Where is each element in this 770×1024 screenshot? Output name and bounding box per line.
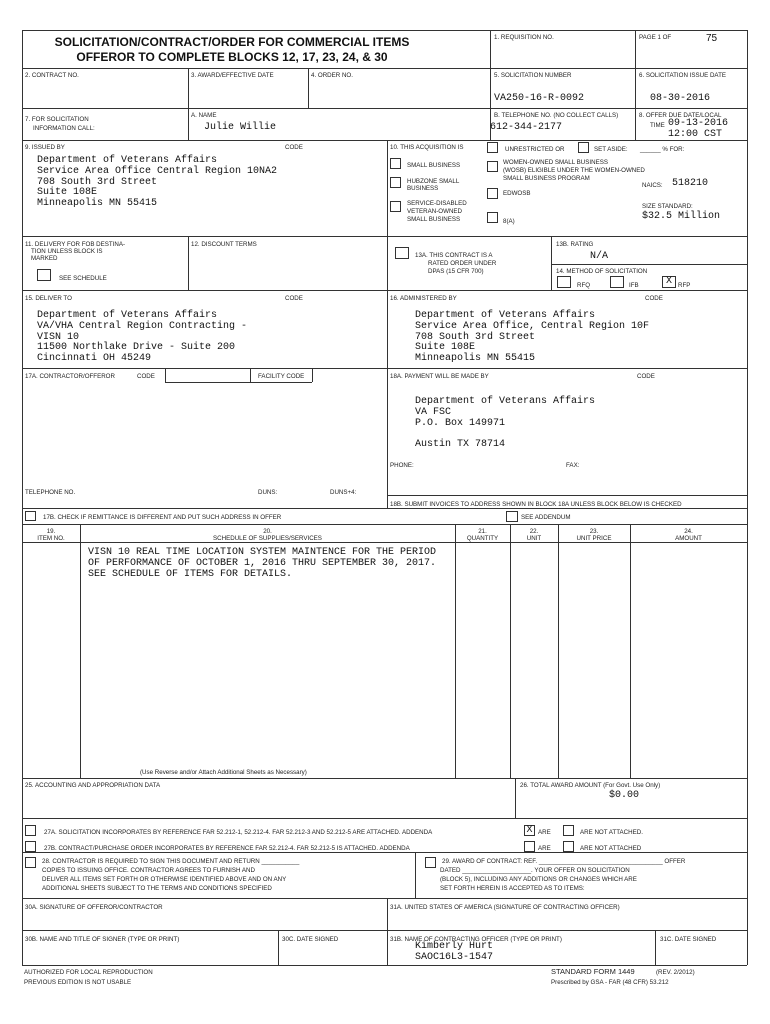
addenda-are-not-checkbox[interactable] xyxy=(563,825,574,836)
address-line: Service Area Office, Central Region 10F xyxy=(415,320,650,332)
header-num: 20. xyxy=(263,528,272,535)
description-line: OF PERFORMANCE OF OCTOBER 1, 2016 THRU SEPTEMBER 30, 2017. xyxy=(88,557,437,569)
for-info-label-2: INFORMATION CALL: xyxy=(33,125,95,132)
unit-price-header xyxy=(558,528,630,542)
rfp-checkbox[interactable]: X xyxy=(662,276,676,288)
address-line: Department of Veterans Affairs xyxy=(415,310,596,321)
address-line: VA/VHA Central Region Contracting - xyxy=(37,320,248,332)
addenda-b-are-checkbox[interactable] xyxy=(524,841,535,852)
address-line: VISN 10 xyxy=(37,331,80,343)
header-text: SCHEDULE OF SUPPLIES/SERVICES xyxy=(213,535,322,543)
duns4-label: DUNS+4: xyxy=(330,489,357,496)
clause-29-line1: 29. AWARD OF CONTRACT: REF. ____________________________________ OFFER xyxy=(442,858,686,865)
addenda-b-are-not-checkbox[interactable] xyxy=(563,841,574,852)
footer-standard-form: STANDARD FORM 1449 xyxy=(551,967,635,976)
header-text: UNIT PRICE xyxy=(576,535,612,543)
award-date-label: 3. AWARD/EFFECTIVE DATE xyxy=(191,72,274,79)
header-num: 21. xyxy=(478,528,487,535)
hubzone-checkbox[interactable] xyxy=(390,177,401,188)
rfq-label: RFQ xyxy=(577,282,591,289)
header-num: 22. xyxy=(529,528,539,535)
officer-name: Kimberly Hurt xyxy=(415,941,494,952)
discount-terms-label: 12. DISCOUNT TERMS xyxy=(191,241,257,248)
size-standard-label: SIZE STANDARD: xyxy=(642,203,693,210)
clause-27a: 27A. SOLICITATION INCORPORATES BY REFERENCE FAR 52.212-1, 52.212-4. FAR 52.212-3 AND 52.212-5 ARE ATTACHED. ADDENDA xyxy=(44,829,433,836)
issue-date: 08-30-2016 xyxy=(650,93,711,104)
address-line: Department of Veterans Affairs xyxy=(37,155,218,166)
clause-29-line2: DATED ____________________. YOUR OFFER ON SOLICITATION xyxy=(440,867,630,874)
see-schedule-checkbox[interactable] xyxy=(37,269,51,281)
unit-header xyxy=(510,528,558,542)
remit-label: 17B. CHECK IF REMITTANCE IS DIFFERENT AND PUT SUCH ADDRESS IN OFFER xyxy=(43,514,282,521)
contractor-code-label: CODE xyxy=(137,373,155,380)
deliver-to-code-label: CODE xyxy=(285,295,303,302)
accounting-label: 25. ACCOUNTING AND APPROPRIATION DATA xyxy=(25,782,161,789)
officer-name-label: 31B. NAME OF CONTRACTING OFFICER (TYPE OR PRINT) xyxy=(390,936,562,943)
address-line: Department of Veterans Affairs xyxy=(37,310,218,321)
ifb-checkbox[interactable] xyxy=(610,276,624,288)
administered-by-label: 16. ADMINISTERED BY xyxy=(390,295,457,302)
payment-code-label: CODE xyxy=(637,373,655,380)
method-label: 14. METHOD OF SOLICITATION xyxy=(556,268,648,275)
address-line: VA FSC xyxy=(415,406,452,418)
quantity-header xyxy=(455,528,510,542)
clause-29-line3: (BLOCK 5), INCLUDING ANY ADDITIONS OR CHANGES WHICH ARE xyxy=(440,876,637,883)
wosb-checkbox[interactable] xyxy=(487,161,498,172)
officer-date-signed-label: 31C. DATE SIGNED xyxy=(660,936,717,943)
header-text: ITEM NO. xyxy=(37,535,65,543)
form-title-line1: SOLICITATION/CONTRACT/ORDER FOR COMMERCIAL ITEMS xyxy=(54,35,410,49)
clause-29-checkbox[interactable] xyxy=(425,857,436,868)
form-title xyxy=(22,35,442,65)
address-line: Service Area Office Central Region 10NA2 xyxy=(37,165,278,177)
header-num: 23. xyxy=(589,528,599,535)
header-text: QUANTITY xyxy=(466,535,499,543)
sdvosb-label-3: SMALL BUSINESS xyxy=(407,216,461,223)
rfq-checkbox[interactable] xyxy=(557,276,571,288)
amount-header xyxy=(630,528,747,542)
set-aside-label: SET ASIDE: xyxy=(594,146,628,153)
payment-label: 18A. PAYMENT WILL BE MADE BY xyxy=(390,373,489,380)
hubzone-label-2: BUSINESS xyxy=(407,185,439,192)
delivery-label-2: TION UNLESS BLOCK IS xyxy=(31,248,103,255)
small-business-label: SMALL BUSINESS xyxy=(407,162,461,169)
address-line: Suite 108E xyxy=(37,187,98,199)
unrestricted-checkbox[interactable] xyxy=(487,142,498,153)
requisition-no-label: 1. REQUISITION NO. xyxy=(494,34,554,41)
wosb-label-1: WOMEN-OWNED SMALL BUSINESS xyxy=(503,159,608,166)
contractor-label: 17A. CONTRACTOR/OFFEROR xyxy=(25,373,115,380)
footer-prescribed: Prescribed by GSA - FAR (48 CFR) 53.212 xyxy=(551,979,669,986)
delivery-label-1: 11. DELIVERY FOR FOB DESTINA- xyxy=(25,241,126,248)
submit-invoices-label: 18B. SUBMIT INVOICES TO ADDRESS SHOWN IN BLOCK 18A UNLESS BLOCK BELOW IS CHECKED xyxy=(390,501,682,508)
footer-authorized: AUTHORIZED FOR LOCAL REPRODUCTION xyxy=(24,969,153,976)
item-no-header xyxy=(22,528,80,542)
facility-code-label: FACILITY CODE xyxy=(258,373,305,380)
clause-28-line1: 28. CONTRACTOR IS REQUIRED TO SIGN THIS DOCUMENT AND RETURN ___________ xyxy=(42,858,300,865)
schedule-description xyxy=(88,548,436,580)
address-line: Minneapolis MN 55415 xyxy=(37,198,158,210)
page-total: 75 xyxy=(706,33,718,44)
offer-due-date: 09-13-2016 xyxy=(668,118,729,129)
administered-by-address xyxy=(415,311,649,365)
solicitation-no-label: 5. SOLICITATION NUMBER xyxy=(494,72,572,79)
description-line: VISN 10 REAL TIME LOCATION SYSTEM MAINTENCE FOR THE PERIOD xyxy=(88,547,437,558)
payment-fax-label: FAX: xyxy=(566,462,580,469)
clause-28-line3: DELIVER ALL ITEMS SET FORTH OR OTHERWISE IDENTIFIED ABOVE AND ON ANY xyxy=(42,876,287,883)
clause-29-line4: SET FORTH HEREIN IS ACCEPTED AS TO ITEMS: xyxy=(440,885,585,892)
clause-28-checkbox[interactable] xyxy=(25,857,36,868)
supplies-header xyxy=(80,528,455,542)
size-standard: $32.5 Million xyxy=(642,211,721,222)
addenda-are-label: ARE xyxy=(538,829,551,836)
wosb-label-3: SMALL BUSINESS PROGRAM xyxy=(503,175,590,182)
addenda-are-checkbox[interactable]: X xyxy=(524,825,535,836)
pct-for-label: ______ % FOR: xyxy=(640,146,685,153)
naics-label: NAICS: xyxy=(642,182,663,189)
clause-27b-checkbox[interactable] xyxy=(25,841,36,852)
footer-revision: (REV. 2/2012) xyxy=(656,969,695,976)
edwosb-label: EDWOSB xyxy=(503,190,531,197)
order-no-label: 4. ORDER NO. xyxy=(311,72,353,79)
header-text: AMOUNT xyxy=(675,535,702,543)
total-award-amount: $0.00 xyxy=(609,790,640,801)
edwosb-checkbox[interactable] xyxy=(487,188,498,199)
rated-label-1: 13A. THIS CONTRACT IS A xyxy=(415,252,493,259)
remit-checkbox[interactable] xyxy=(25,511,36,521)
page-label: PAGE 1 OF xyxy=(639,34,672,41)
eight-a-checkbox[interactable] xyxy=(487,212,498,223)
rated-label-2: RATED ORDER UNDER xyxy=(428,260,497,267)
eight-a-label: 8(A) xyxy=(503,218,515,225)
address-line: 708 South 3rd Street xyxy=(415,331,536,343)
set-aside-checkbox[interactable] xyxy=(578,142,589,153)
description-line: SEE SCHEDULE OF ITEMS FOR DETAILS. xyxy=(88,568,293,580)
sdvosb-label-1: SERVICE-DISABLED xyxy=(407,200,467,207)
telephone: 612-344-2177 xyxy=(490,122,563,133)
telephone-no-label: TELEPHONE NO. xyxy=(25,489,76,496)
contract-no-label: 2. CONTRACT NO. xyxy=(25,72,79,79)
clause-28-line2: COPIES TO ISSUING OFFICE. CONTRACTOR AGREES TO FURNISH AND xyxy=(42,867,255,874)
time-label: TIME xyxy=(650,122,665,129)
clause-28-line4: ADDITIONAL SHEETS SUBJECT TO THE TERMS AND CONDITIONS SPECIFIED xyxy=(42,885,272,892)
header-num: 24. xyxy=(684,528,693,535)
deliver-to-address xyxy=(37,311,247,365)
header-num: 19. xyxy=(46,528,56,535)
sdvosb-checkbox[interactable] xyxy=(390,201,401,212)
rfp-label: RFP xyxy=(678,282,691,289)
administered-by-code-label: CODE xyxy=(645,295,663,302)
naics-code: 518210 xyxy=(672,178,709,189)
header-text: UNIT xyxy=(526,535,542,543)
telephone-label: B. TELEPHONE NO. (NO COLLECT CALLS) xyxy=(494,112,619,119)
offeror-signature-label: 30A. SIGNATURE OF OFFEROR/CONTRACTOR xyxy=(25,904,163,911)
clause-27b: 27B. CONTRACT/PURCHASE ORDER INCORPORATES BY REFERENCE FAR 52.212-4. FAR 52.212-5 IS ATTACHED. ADDENDA xyxy=(44,845,410,852)
see-addendum-checkbox[interactable] xyxy=(506,511,518,522)
issued-by-code-label: CODE xyxy=(285,144,303,151)
clause-27a-checkbox[interactable] xyxy=(25,825,36,836)
payment-address xyxy=(415,397,595,451)
rated-order-checkbox[interactable] xyxy=(395,247,409,259)
issued-by-address xyxy=(37,156,277,210)
small-business-checkbox[interactable] xyxy=(390,158,401,169)
addenda-b-are-not-label: ARE NOT ATTACHED xyxy=(580,845,642,852)
solicitation-no: VA250-16-R-0092 xyxy=(494,93,585,104)
duns-label: DUNS: xyxy=(258,489,278,496)
unrestricted-label: UNRESTRICTED OR xyxy=(505,146,565,153)
offer-due-label: 8. OFFER DUE DATE/LOCAL xyxy=(639,112,722,119)
hubzone-label-1: HUBZONE SMALL xyxy=(407,178,460,185)
see-schedule-label: SEE SCHEDULE xyxy=(59,275,107,282)
schedule-footnote: (Use Reverse and/or Attach Additional Sheets as Necessary) xyxy=(140,769,307,776)
address-line: Cincinnati OH 45249 xyxy=(37,353,152,365)
issued-by-label: 9. ISSUED BY xyxy=(25,144,65,151)
offeror-date-signed-label: 30C. DATE SIGNED xyxy=(282,936,339,943)
contact-name: Julie Willie xyxy=(204,122,277,133)
rating-value: N/A xyxy=(590,251,609,262)
address-line: Minneapolis MN 55415 xyxy=(415,353,536,365)
address-line: Suite 108E xyxy=(415,342,476,354)
wosb-label-2: (WOSB) ELIGIBLE UNDER THE WOMEN-OWNED xyxy=(503,167,645,174)
payment-phone-label: PHONE: xyxy=(390,462,414,469)
see-addendum-label: SEE ADDENDUM xyxy=(521,514,571,521)
address-line: Austin TX 78714 xyxy=(415,439,506,451)
contact-name-label: A. NAME xyxy=(191,112,217,119)
rated-label-3: DPAS (15 CFR 700) xyxy=(428,268,484,275)
acquisition-label: 10. THIS ACQUISITION IS xyxy=(390,144,464,151)
address-line: 708 South 3rd Street xyxy=(37,176,158,188)
total-award-label: 26. TOTAL AWARD AMOUNT (For Govt. Use Only) xyxy=(520,782,661,789)
officer-signature-label: 31A. UNITED STATES OF AMERICA (SIGNATURE OF CONTRACTING OFFICER) xyxy=(390,904,620,911)
address-line: 11500 Northlake Drive - Suite 200 xyxy=(37,342,236,354)
deliver-to-label: 15. DELIVER TO xyxy=(25,295,72,302)
form-title-line2: OFFEROR TO COMPLETE BLOCKS 12, 17, 23, 24, & 30 xyxy=(76,50,388,64)
delivery-label-3: MARKED xyxy=(31,255,58,262)
ifb-label: IFB xyxy=(629,282,639,289)
address-line: Department of Veterans Affairs xyxy=(415,396,596,407)
rating-label: 13B. RATING xyxy=(556,241,594,248)
addenda-b-are-label: ARE xyxy=(538,845,551,852)
issue-date-label: 6. SOLICITATION ISSUE DATE xyxy=(639,72,726,79)
officer-code: SAOC16L3-1547 xyxy=(415,952,494,963)
signer-name-label: 30B. NAME AND TITLE OF SIGNER (TYPE OR PRINT) xyxy=(25,936,180,943)
for-info-label-1: 7. FOR SOLICITATION xyxy=(25,116,89,123)
sdvosb-label-2: VETERAN-OWNED xyxy=(407,208,463,215)
offer-due-time: 12:00 CST xyxy=(668,129,723,140)
addenda-are-not-label: ARE NOT ATTACHED. xyxy=(580,829,643,836)
address-line: P.O. Box 149971 xyxy=(415,417,506,429)
footer-previous-edition: PREVIOUS EDITION IS NOT USABLE xyxy=(24,979,132,986)
